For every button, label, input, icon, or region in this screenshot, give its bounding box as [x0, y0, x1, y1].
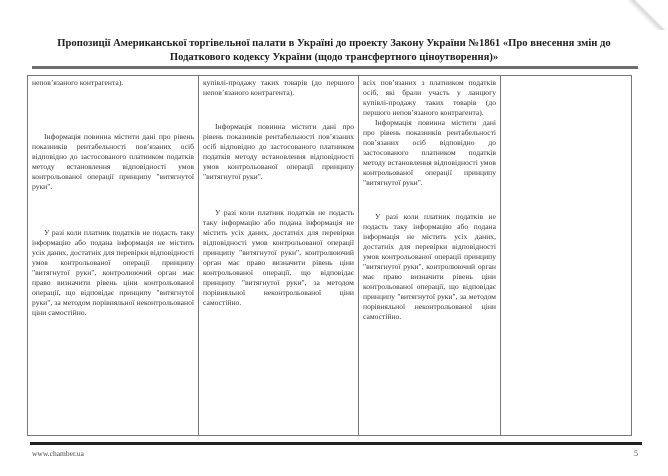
- table-cell-col2: [199, 76, 359, 436]
- cell-paragraph: У разі коли платник податків не подасть таку інформацію або подана інформація не містить усіх даних, достатніх для перевірки відповідності умов контрольованої операції принципу "витягнутої руки", контролюючий орган має право визначити рівень ціни контрольованої операції, що відповідає принципу "витягнутої руки", за методом порівняльної неконтрольованої ціни самостійно.: [32, 228, 194, 317]
- cell-paragraph: Інформація повинна містити дані про рівень показників рентабельності пов’язаних осіб відповідно до застосованого платником податків методу встановлення відповідності умов контрольованої операції принципу "витягнутої руки".: [363, 118, 496, 187]
- footer-url: www.chamber.ua: [32, 449, 84, 458]
- cell-paragraph: У разі коли платник податків не подасть таку інформацію або подана інформація не містить усіх даних, достатніх для перевірки відповідності умов контрольованої операції принципу "витягнутої руки", контролюючий орган має право визначити рівень ціни контрольованої операції, що відповідає принципу "витягнутої руки", за методом порівняльної неконтрольованої ціни самостійно.: [203, 208, 354, 307]
- table-cell-col4: [501, 76, 632, 436]
- page-corner-fold: [628, 0, 668, 30]
- document-title: [20, 37, 648, 65]
- cell-paragraph: всіх пов’язаних з платником податків осіб, які брали участь у ланцюгу купівлі-продажу таких товарів (до першого непов’язаного контрагента).: [363, 78, 496, 117]
- cell-paragraph: У разі коли платник податків не подасть таку інформацію або подана інформація не містить усіх даних, достатніх для перевірки відповідності умов контрольованої операції принципу "витягнутої руки", контролюючий орган має право визначити рівень ціни контрольованої операції, що відповідає принципу "витягнутої руки", за методом порівняльної неконтрольованої ціни самостійно.: [363, 212, 496, 321]
- table-cell-col1: [28, 76, 199, 436]
- table-row: [28, 76, 632, 436]
- title-line-2: Податкового кодексу України (щодо трансфертного ціноутворення)»: [169, 52, 499, 63]
- cell-paragraph: Інформація повинна містити дані про рівень показників рентабельності пов’язаних осіб відповідно до застосованого платником податків методу встановлення відповідності умов контрольованої операції принципу "витягнутої руки".: [203, 122, 354, 181]
- cell-paragraph: Інформація повинна містити дані про рівень показників рентабельності пов’язаних осіб відповідно до застосованого платником податків методу встановлення відповідності умов контрольованої операції принципу "витягнутої руки".: [32, 132, 194, 191]
- cell-paragraph: непов’язаного контрагента).: [32, 78, 124, 87]
- table-cell-col3: [359, 76, 501, 436]
- header-rule: [32, 66, 638, 69]
- page-number: 5: [634, 449, 638, 458]
- comparison-table: [27, 75, 632, 436]
- footer-rule: [30, 442, 642, 445]
- cell-paragraph: купівлі-продажу таких товарів (до першого непов’язаного контрагента).: [203, 78, 354, 97]
- title-line-1: Пропозиції Американської торгівельної палати в Україні до проекту Закону України №1861 «Про внесення змін до: [57, 38, 611, 49]
